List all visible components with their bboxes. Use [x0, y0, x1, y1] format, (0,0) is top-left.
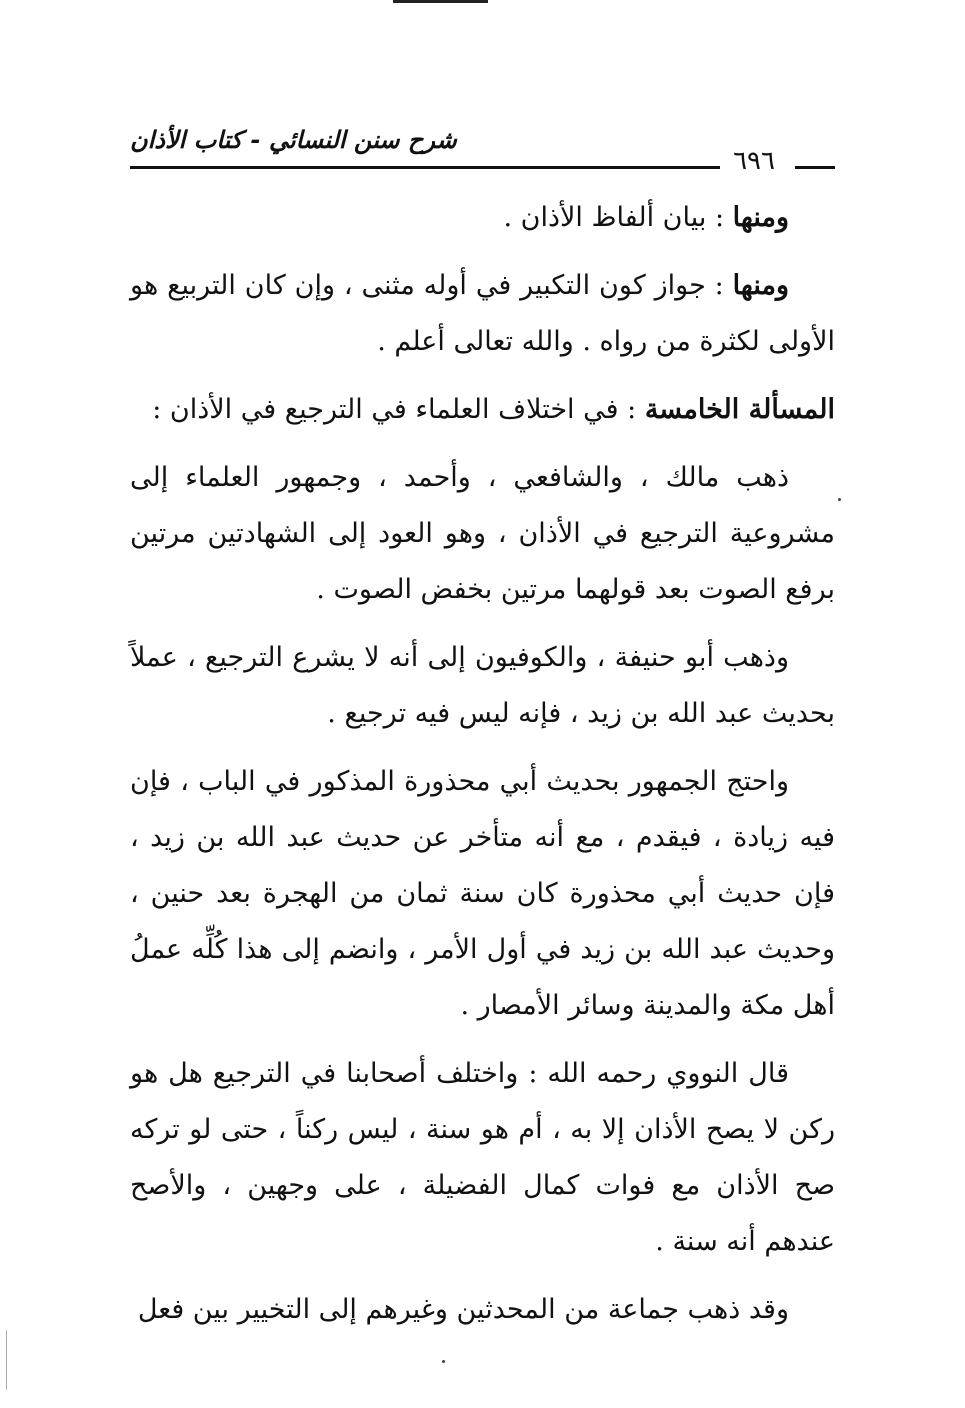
header-rule	[130, 166, 720, 169]
paragraph	[130, 258, 835, 370]
paragraph-text: وذهب أبو حنيفة ، والكوفيون إلى أنه لا يشرع الترجيع ، عملاً بحديث عبد الله بن زيد ، فإنه ليس فيه ترجيع .	[130, 642, 835, 729]
running-title: شرح سنن النسائي - كتاب الأذان	[130, 126, 457, 154]
scan-speck	[442, 1360, 445, 1363]
paragraph-text: واحتج الجمهور بحديث أبي محذورة المذكور في الباب ، فإن فيه زيادة ، فيقدم ، مع أنه متأخر عن حديث عبد الله بن زيد ، فإن حديث أبي محذورة كان سنة ثمان من الهجرة بعد حنين ، وحديث عبد الله بن زيد في أول الأمر ، وانضم إلى هذا كُلِّه عملُ أهل مكة والمدينة وسائر الأمصار .	[130, 766, 835, 1021]
body-text	[130, 190, 835, 1350]
paragraph-text: : جواز كون التكبير في أوله مثنى ، وإن كان التربيع هو الأولى لكثرة من رواه . والله تعالى أعلم .	[130, 270, 835, 357]
section-heading	[130, 382, 835, 438]
paragraph	[130, 754, 835, 1034]
paragraph-text: : بيان ألفاظ الأذان .	[503, 202, 733, 233]
paragraph	[130, 450, 835, 618]
paragraph-lead: ومنها	[732, 270, 789, 301]
section-heading-text: : في اختلاف العلماء في الترجيع في الأذان :	[152, 394, 645, 425]
scan-margin-line	[6, 1330, 7, 1390]
paragraph	[130, 1282, 835, 1338]
page-number: ٦٩٦	[733, 146, 775, 176]
paragraph-text: قال النووي رحمه الله : واختلف أصحابنا في الترجيع هل هو ركن لا يصح الأذان إلا به ، أم هو سنة ، ليس ركناً ، حتى لو تركه صح الأذان مع فوات كمال الفضيلة ، على وجهين ، والأصح عندهم أنه سنة .	[130, 1058, 835, 1257]
paragraph	[130, 190, 835, 246]
paragraph	[130, 1046, 835, 1270]
paragraph-text: وقد ذهب جماعة من المحدثين وغيرهم إلى التخيير بين فعل	[137, 1294, 789, 1325]
header-rule-short	[795, 166, 835, 169]
paragraph	[130, 630, 835, 742]
scan-speck	[838, 498, 841, 501]
page-header	[130, 118, 835, 188]
top-edge-mark	[393, 0, 488, 3]
section-heading-lead: المسألة الخامسة	[644, 394, 835, 425]
paragraph-lead: ومنها	[732, 202, 789, 233]
paragraph-text: ذهب مالك ، والشافعي ، وأحمد ، وجمهور العلماء إلى مشروعية الترجيع في الأذان ، وهو العود إلى الشهادتين مرتين برفع الصوت بعد قولهما مرتين بخفض الصوت .	[130, 462, 835, 605]
